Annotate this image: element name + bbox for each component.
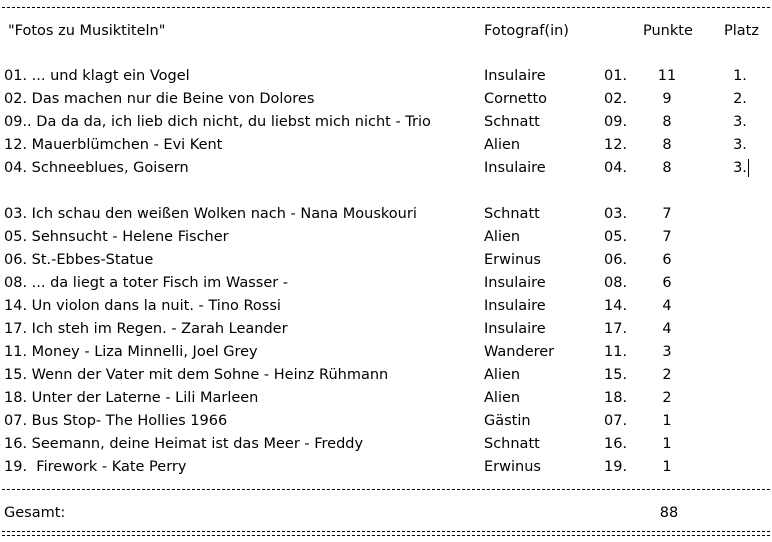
photographer: Insulaire: [484, 275, 546, 291]
points: 1: [662, 459, 672, 475]
points: 1: [662, 413, 672, 429]
photographer: Erwinus: [484, 252, 541, 268]
points: 8: [662, 114, 672, 130]
entry-number: 05.: [604, 229, 628, 245]
points: 2: [662, 390, 672, 406]
photographer: Wanderer: [484, 344, 555, 360]
song-title: 12. Mauerblümchen - Evi Kent: [4, 137, 223, 153]
table-row: [0, 66, 772, 86]
photographer: Alien: [484, 390, 521, 406]
entry-number: 07.: [604, 413, 628, 429]
top-divider: [2, 7, 770, 8]
column-header-points: Punkte: [643, 23, 693, 39]
table-row: [0, 457, 772, 477]
song-title: 16. Seemann, deine Heimat ist das Meer - Freddy: [4, 436, 364, 452]
table-row: [0, 250, 772, 270]
entry-number: 06.: [604, 252, 628, 268]
entry-number: 19.: [604, 459, 628, 475]
points: 7: [662, 206, 672, 222]
photographer: Alien: [484, 229, 521, 245]
song-title: 15. Wenn der Vater mit dem Sohne - Heinz Rühmann: [4, 367, 389, 383]
song-title: 18. Unter der Laterne - Lili Marleen: [4, 390, 259, 406]
photographer: Schnatt: [484, 114, 540, 130]
entry-number: 09.: [604, 114, 628, 130]
total-label: Gesamt:: [4, 505, 66, 521]
song-title: 08. ... da liegt a toter Fisch im Wasser -: [4, 275, 289, 291]
song-title: 19. Firework - Kate Perry: [4, 459, 187, 475]
place: 1.: [733, 68, 747, 84]
photographer: Schnatt: [484, 436, 540, 452]
photographer: Insulaire: [484, 298, 546, 314]
photographer: Insulaire: [484, 160, 546, 176]
song-title: 17. Ich steh im Regen. - Zarah Leander: [4, 321, 288, 337]
entry-number: 04.: [604, 160, 628, 176]
table-row: [0, 204, 772, 224]
table-row: [0, 89, 772, 109]
song-title: 03. Ich schau den weißen Wolken nach - Nana Mouskouri: [4, 206, 417, 222]
photographer: Alien: [484, 137, 521, 153]
total-value: 88: [659, 505, 679, 521]
bottom-double-divider: [2, 531, 770, 536]
total-divider: [2, 489, 770, 490]
header-row: [0, 21, 772, 41]
points: 4: [662, 321, 672, 337]
total-row: [0, 503, 772, 523]
song-title: 05. Sehnsucht - Helene Fischer: [4, 229, 229, 245]
points: 2: [662, 367, 672, 383]
table-row: [0, 135, 772, 155]
points: 11: [657, 68, 677, 84]
photographer: Insulaire: [484, 68, 546, 84]
entry-number: 16.: [604, 436, 628, 452]
table-row: [0, 112, 772, 132]
entry-number: 03.: [604, 206, 628, 222]
table-title: "Fotos zu Musiktiteln": [8, 23, 166, 39]
points: 6: [662, 275, 672, 291]
song-title: 14. Un violon dans la nuit. - Tino Rossi: [4, 298, 281, 314]
table-row: [0, 411, 772, 431]
table-row: [0, 158, 772, 178]
song-title: 01. ... und klagt ein Vogel: [4, 68, 190, 84]
place: 3.: [733, 137, 747, 153]
song-title: 07. Bus Stop- The Hollies 1966: [4, 413, 228, 429]
column-header-place: Platz: [724, 23, 759, 39]
table-row: [0, 388, 772, 408]
table-row: [0, 319, 772, 339]
points: 9: [662, 91, 672, 107]
photographer: Schnatt: [484, 206, 540, 222]
entry-number: 14.: [604, 298, 628, 314]
points: 8: [662, 160, 672, 176]
entry-number: 15.: [604, 367, 628, 383]
photographer: Cornetto: [484, 91, 548, 107]
photographer: Insulaire: [484, 321, 546, 337]
place: 3.: [733, 160, 747, 176]
place: 2.: [733, 91, 747, 107]
entry-number: 17.: [604, 321, 628, 337]
song-title: 11. Money - Liza Minnelli, Joel Grey: [4, 344, 258, 360]
place: 3.: [733, 114, 747, 130]
entry-number: 11.: [604, 344, 628, 360]
table-row: [0, 342, 772, 362]
points: 8: [662, 137, 672, 153]
points: 1: [662, 436, 672, 452]
points: 6: [662, 252, 672, 268]
entry-number: 18.: [604, 390, 628, 406]
table-row: [0, 434, 772, 454]
table-row: [0, 273, 772, 293]
photographer: Gästin: [484, 413, 531, 429]
entry-number: 02.: [604, 91, 628, 107]
text-cursor: [748, 159, 749, 177]
song-title: 09.. Da da da, ich lieb dich nicht, du liebst mich nicht - Trio: [4, 114, 431, 130]
entry-number: 12.: [604, 137, 628, 153]
song-title: 04. Schneeblues, Goisern: [4, 160, 189, 176]
photographer: Alien: [484, 367, 521, 383]
table-row: [0, 227, 772, 247]
points: 4: [662, 298, 672, 314]
column-header-photographer: Fotograf(in): [484, 23, 569, 39]
points: 7: [662, 229, 672, 245]
song-title: 06. St.-Ebbes-Statue: [4, 252, 154, 268]
table-row: [0, 365, 772, 385]
photographer: Erwinus: [484, 459, 541, 475]
entry-number: 08.: [604, 275, 628, 291]
table-row: [0, 296, 772, 316]
song-title: 02. Das machen nur die Beine von Dolores: [4, 91, 315, 107]
points: 3: [662, 344, 672, 360]
entry-number: 01.: [604, 68, 628, 84]
